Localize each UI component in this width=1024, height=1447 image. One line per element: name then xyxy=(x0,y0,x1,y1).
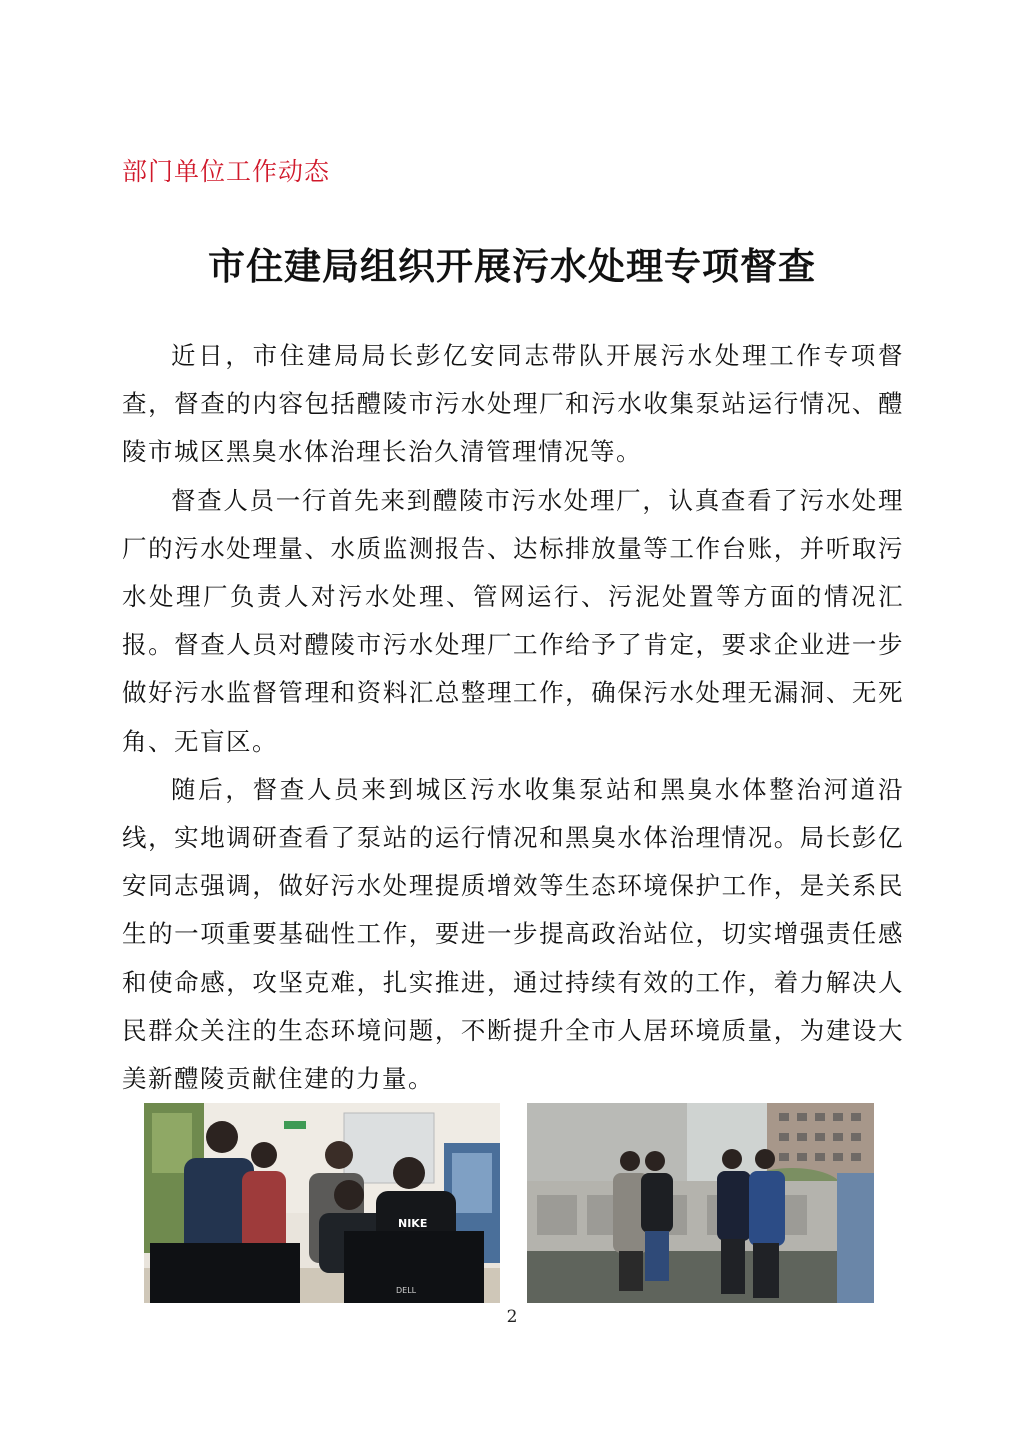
page-number: 2 xyxy=(506,1307,518,1327)
article-body xyxy=(122,332,904,1103)
paragraph-2: 督查人员一行首先来到醴陵市污水处理厂，认真查看了污水处理厂的污水处理量、水质监测报告、达标排放量等工作台账，并听取污水处理厂负责人对污水处理、管网运行、污泥处置等方面的情况汇报。督查人员对醴陵市污水处理厂工作给予了肯定，要求企业进一步做好污水监督管理和资料汇总整理工作，确保污水处理无漏洞、无死角、无盲区。 xyxy=(122,485,904,756)
article-title: 市住建局组织开展污水处理专项督查 xyxy=(208,244,816,288)
photo-riverside-inspection xyxy=(527,1103,874,1303)
section-label: 部门单位工作动态 xyxy=(122,157,331,186)
shirt-logo-text: NIKE xyxy=(398,1217,428,1230)
monitor-brand-text: DELL xyxy=(396,1286,417,1295)
paragraph-3: 随后，督查人员来到城区污水收集泵站和黑臭水体整治河道沿线，实地调研查看了泵站的运行情况和黑臭水体治理情况。局长彭亿安同志强调，做好污水处理提质增效等生态环境保护工作，是关系民生的一项重要基础性工作，要进一步提高政治站位，切实增强责任感和使命感，攻坚克难，扎实推进，通过持续有效的工作，着力解决人民群众关注的生态环境问题，不断提升全市人居环境质量，为建设大美新醴陵贡献住建的力量。 xyxy=(122,774,904,1094)
paragraph-1: 近日，市住建局局长彭亿安同志带队开展污水处理工作专项督查，督查的内容包括醴陵市污水处理厂和污水收集泵站运行情况、醴陵市城区黑臭水体治理长治久清管理情况等。 xyxy=(122,341,904,467)
photo-office-inspection xyxy=(144,1103,500,1303)
